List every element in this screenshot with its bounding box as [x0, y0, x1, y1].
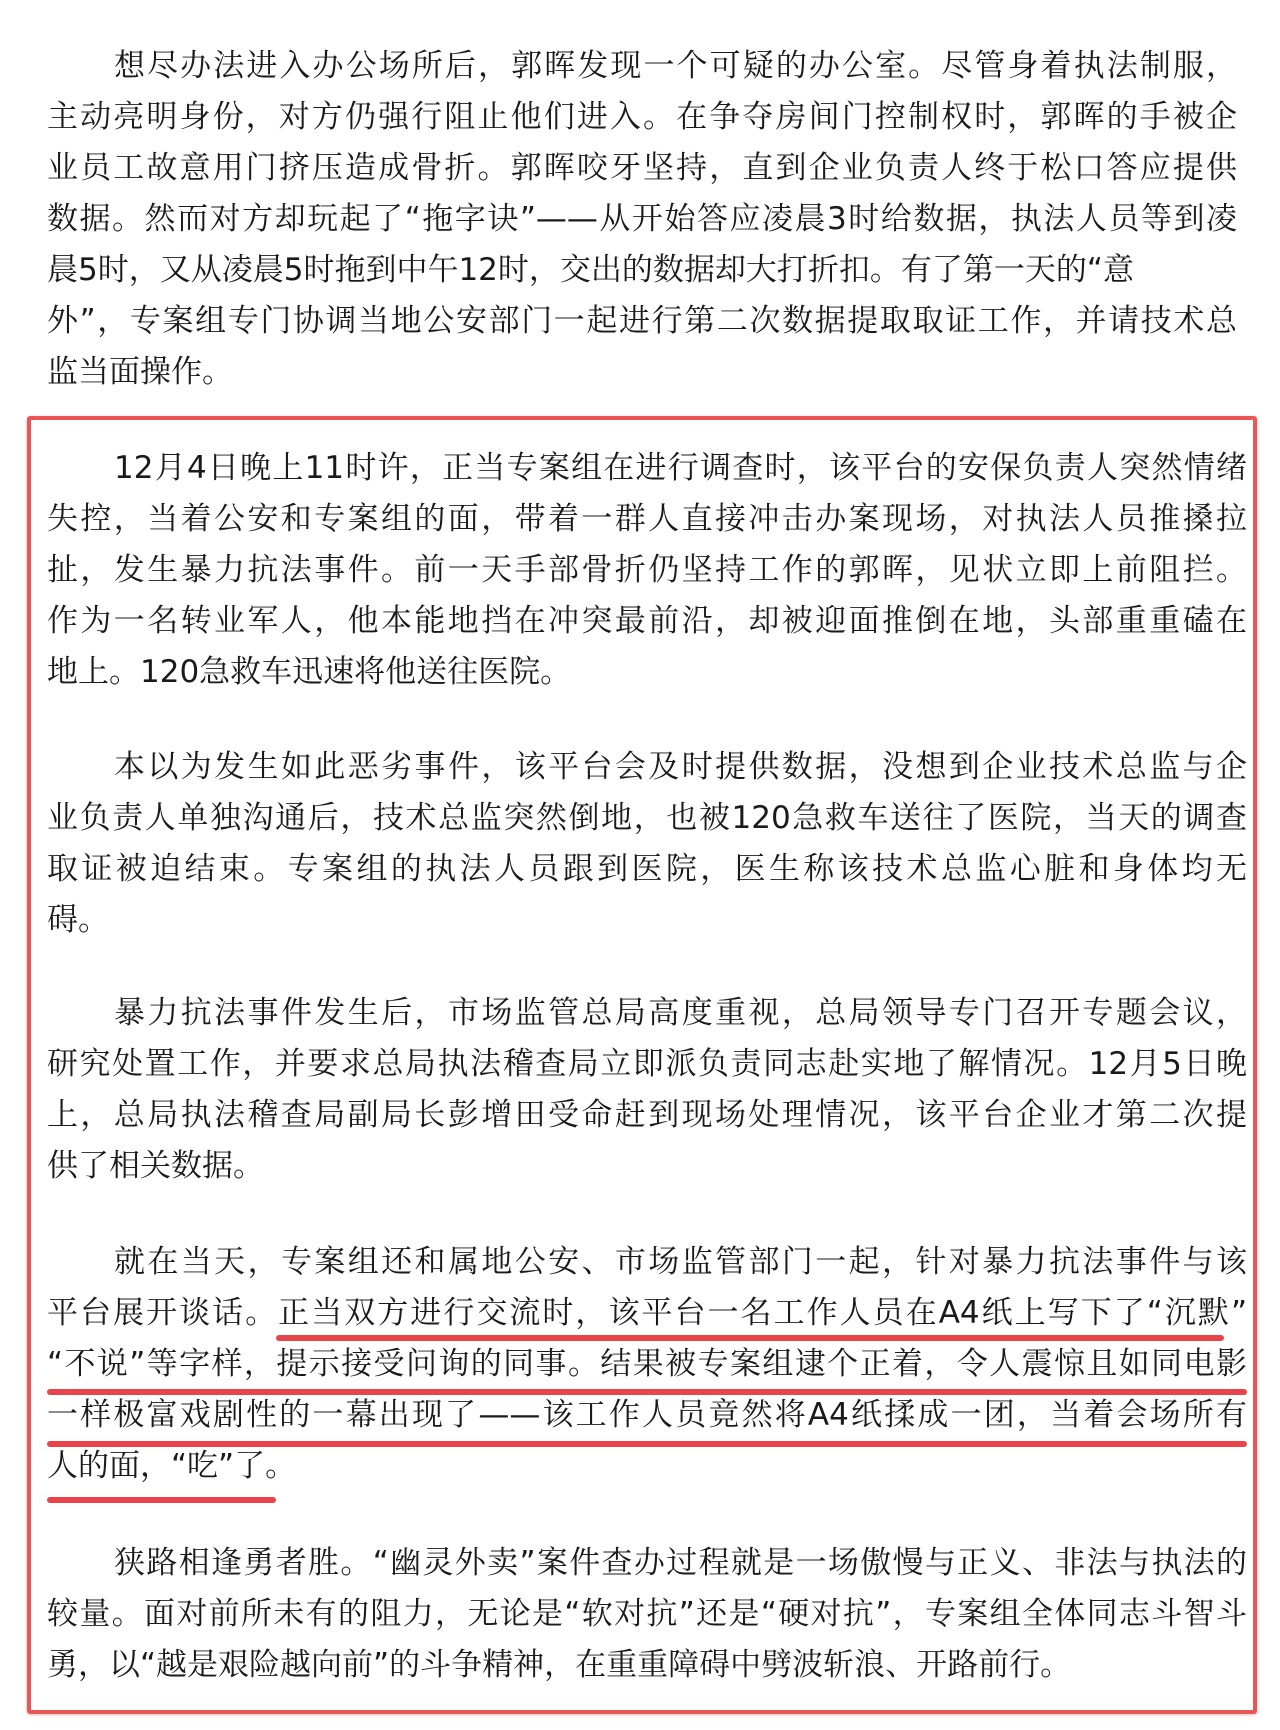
text-line: 作为一名转业军人，他本能地挡在冲突最前沿，却被迎面推倒在地，头部重重磕在: [47, 603, 1247, 639]
text-line: 暴力抗法事件发生后，市场监管总局高度重视，总局领导专门召开专题会议，: [114, 995, 1247, 1031]
text-line: 上，总局执法稽查局副局长彭增田受命赶到现场处理情况，该平台企业才第二次提: [47, 1097, 1247, 1133]
text-line: 失控，当着公安和专案组的面，带着一群人直接冲击办案现场，对执法人员推搡拉: [47, 501, 1247, 537]
text-line: 想尽办法进入办公场所后，郭晖发现一个可疑的办公室。尽管身着执法制服，: [114, 48, 1237, 84]
text-line: 主动亮明身份，对方仍强行阻止他们进入。在争夺房间门控制权时，郭晖的手被企: [47, 99, 1237, 135]
text-line: 一样极富戏剧性的一幕出现了——该工作人员竟然将A4纸揉成一团，当着会场所有: [47, 1397, 1247, 1433]
text-line: 较量。面对前所未有的阻力，无论是“软对抗”还是“硬对抗”，专案组全体同志斗智斗: [47, 1596, 1247, 1632]
text-line: 业负责人单独沟通后，技术总监突然倒地，也被120急救车送往了医院，当天的调查: [47, 800, 1247, 836]
text-line: 业员工故意用门挤压造成骨折。郭晖咬牙坚持，直到企业负责人终于松口答应提供: [47, 150, 1237, 186]
text-line: 地上。120急救车迅速将他送往医院。: [47, 654, 572, 690]
text-line: 晨5时，又从凌晨5时拖到中午12时，交出的数据却大打折扣。有了第一天的“意: [47, 252, 1134, 288]
text-line: “不说”等字样，提示接受问询的同事。结果被专案组逮个正着，令人震惊且如同电影: [47, 1346, 1247, 1382]
paragraph-tech-director: [47, 742, 1247, 946]
text-line: 勇，以“越是艰险越向前”的斗争精神，在重重障碍中劈波斩浪、开路前行。: [47, 1647, 1072, 1683]
text-line: 平台展开谈话。正当双方进行交流时，该平台一名工作人员在A4纸上写下了“沉默”: [47, 1295, 1247, 1331]
text-line: 本以为发生如此恶劣事件，该平台会及时提供数据，没想到企业技术总监与企: [114, 749, 1247, 785]
text-line: 人的面，“吃”了。: [47, 1448, 297, 1484]
text-line: 狭路相逢勇者胜。“幽灵外卖”案件查办过程就是一场傲慢与正义、非法与执法的: [114, 1545, 1247, 1581]
paragraph-conclusion: [47, 1538, 1247, 1691]
text-line: 就在当天，专案组还和属地公安、市场监管部门一起，针对暴力抗法事件与该: [114, 1244, 1247, 1280]
text-line: 12月4日晚上11时许，正当专案组在进行调查时，该平台的安保负责人突然情绪: [114, 450, 1247, 486]
red-underline: [276, 1335, 1224, 1341]
text-line: 研究处置工作，并要求总局执法稽查局立即派负责同志赴实地了解情况。12月5日晚: [47, 1046, 1247, 1082]
text-line: 数据。然而对方却玩起了“拖字诀”——从开始答应凌晨3时给数据，执法人员等到凌: [47, 201, 1237, 237]
paragraph-violent-incident: [47, 443, 1247, 698]
text-line: 碍。: [47, 902, 109, 938]
text-line: 取证被迫结束。专案组的执法人员跟到医院，医生称该技术总监心脏和身体均无: [47, 851, 1247, 887]
paragraph-paper-eaten: [47, 1237, 1247, 1492]
text-line: 扯，发生暴力抗法事件。前一天手部骨折仍坚持工作的郭晖，见状立即上前阻拦。: [47, 552, 1247, 588]
paragraph-intro: [47, 41, 1237, 398]
text-line: 监当面操作。: [47, 354, 233, 390]
red-underline: [47, 1441, 1247, 1447]
paragraph-samr-response: [47, 988, 1247, 1192]
red-underline: [47, 1497, 276, 1503]
text-line: 外”，专案组专门协调当地公安部门一起进行第二次数据提取取证工作，并请技术总: [47, 303, 1237, 339]
red-underline: [47, 1389, 1247, 1395]
text-line: 供了相关数据。: [47, 1148, 264, 1184]
